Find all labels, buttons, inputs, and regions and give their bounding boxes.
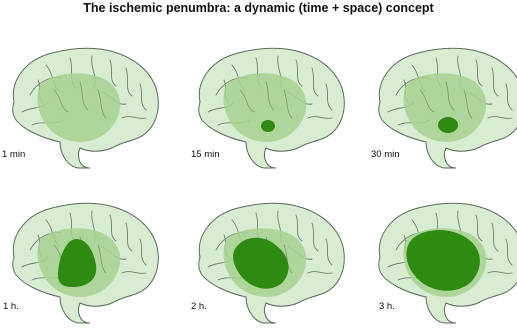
brain-panel-6 [368,195,517,313]
panel-label-5: 2 h. [191,301,207,312]
brain-panel-1 [2,40,162,158]
brain-panel-2 [188,40,348,158]
infarct-core [261,120,275,132]
brain-panel-4 [2,195,162,313]
brain-panel-3 [368,40,517,158]
panel-label-4: 1 h. [3,301,19,312]
infarct-core [438,117,458,133]
panel-label-1: 1 min [2,149,26,160]
diagram-title: The ischemic penumbra: a dynamic (time + space) concept [83,1,434,15]
brain-illustration [188,195,348,325]
panel-label-2: 15 min [191,149,220,160]
panel-label-6: 3 h. [379,301,395,312]
brain-panel-5 [188,195,348,313]
panel-label-3: 30 min [371,149,400,160]
brain-illustration [2,195,162,325]
brain-illustration [2,40,162,170]
